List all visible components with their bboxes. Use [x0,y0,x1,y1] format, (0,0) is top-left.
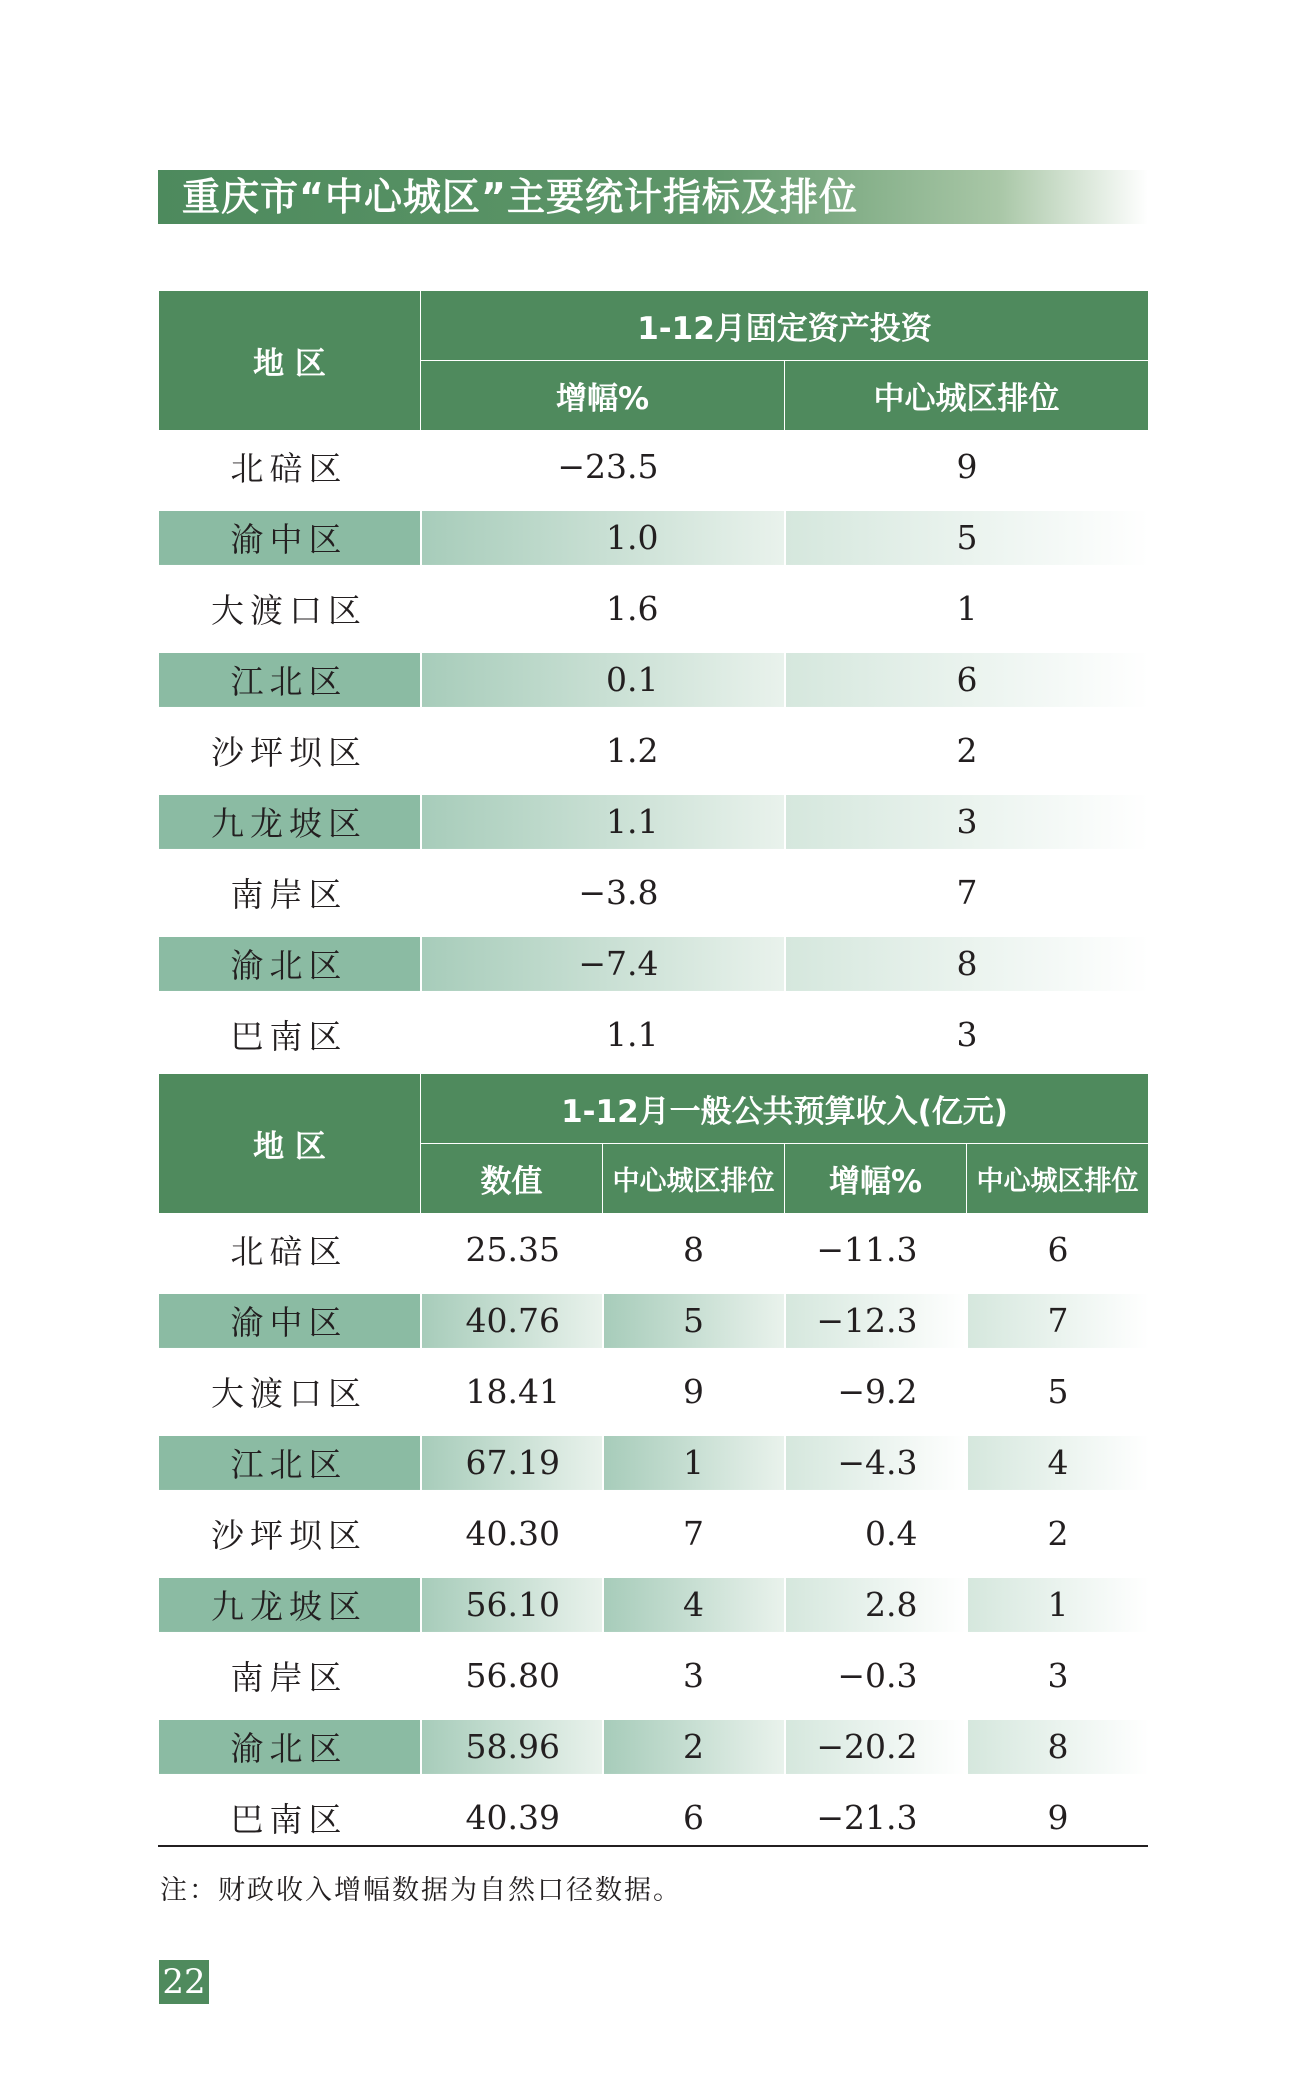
table-row [159,573,1149,644]
table-row [159,431,1149,503]
region-cell: 巴南区 [230,1800,348,1839]
rank-cell: 8 [785,928,1149,999]
value-cell: 56.80 [421,1640,603,1711]
growth-cell: 1.6 [421,573,785,644]
region-cell: 沙坪坝区 [211,733,367,772]
region-cell: 九龙坡区 [159,786,421,857]
region-header: 地 区 [159,1074,421,1214]
table-row [159,644,1149,715]
rank-cell: 3 [785,999,1149,1070]
growth-rank-cell: 2 [967,1498,1149,1569]
value-rank-cell: 5 [603,1285,785,1356]
group-header: 1-12月固定资产投资 [421,291,1149,361]
growth-cell: −21.3 [785,1782,967,1853]
table-row [159,1356,1149,1427]
page-number: 22 [159,1960,209,2004]
growth-rank-cell: 6 [967,1214,1149,1286]
growth-cell: 1.2 [421,715,785,786]
table-row [159,999,1149,1070]
growth-cell: −12.3 [785,1285,967,1356]
value-rank-cell: 1 [603,1427,785,1498]
region-cell: 南岸区 [230,875,348,914]
value-cell: 58.96 [421,1711,603,1782]
growth-cell: 0.1 [421,644,785,715]
growth-cell: −0.3 [785,1640,967,1711]
value-cell: 25.35 [421,1214,603,1286]
table-row [159,928,1149,999]
growth-cell: 2.8 [785,1569,967,1640]
table-row [159,502,1149,573]
table-row [159,1782,1149,1853]
rank-cell: 1 [785,573,1149,644]
value-rank-cell: 7 [603,1498,785,1569]
table-row [159,1569,1149,1640]
growth-rank-cell: 9 [967,1782,1149,1853]
footnote: 注：财政收入增幅数据为自然口径数据。 [160,1875,682,1906]
value-rank-cell: 9 [603,1356,785,1427]
value-rank-header: 中心城区排位 [603,1144,785,1214]
growth-cell: 0.4 [785,1498,967,1569]
growth-cell: 1.1 [421,786,785,857]
value-rank-cell: 4 [603,1569,785,1640]
region-cell: 沙坪坝区 [211,1516,367,1555]
growth-rank-cell: 3 [967,1640,1149,1711]
region-cell: 渝北区 [159,1711,421,1782]
budget-revenue-table [158,1073,1149,1853]
region-cell: 江北区 [159,644,421,715]
growth-cell: −7.4 [421,928,785,999]
rank-cell: 7 [785,857,1149,928]
table-row [159,786,1149,857]
value-cell: 40.39 [421,1782,603,1853]
growth-cell: −9.2 [785,1356,967,1427]
growth-cell: −3.8 [421,857,785,928]
table-row [159,1640,1149,1711]
growth-header: 增幅% [421,361,785,431]
rank-header: 中心城区排位 [785,361,1149,431]
region-cell: 南岸区 [230,1658,348,1697]
value-rank-cell: 3 [603,1640,785,1711]
region-cell: 大渡口区 [211,1374,367,1413]
growth-cell: 1.0 [421,502,785,573]
region-cell: 九龙坡区 [159,1569,421,1640]
region-cell: 渝北区 [159,928,421,999]
growth-rank-cell: 4 [967,1427,1149,1498]
section-title-bar [158,170,1148,224]
value-cell: 67.19 [421,1427,603,1498]
growth-cell: −23.5 [421,431,785,503]
growth-rank-cell: 8 [967,1711,1149,1782]
table-row [159,1498,1149,1569]
growth-cell: −4.3 [785,1427,967,1498]
table-row [159,1285,1149,1356]
value-rank-cell: 8 [603,1214,785,1286]
region-cell: 渝中区 [159,1285,421,1356]
region-cell: 巴南区 [230,1017,348,1056]
region-cell: 渝中区 [159,502,421,573]
group-header: 1-12月一般公共预算收入(亿元) [421,1074,1149,1144]
value-cell: 56.10 [421,1569,603,1640]
table-row [159,715,1149,786]
page-title: 重庆市“中心城区”主要统计指标及排位 [182,175,858,219]
region-cell: 北碚区 [230,449,348,488]
value-cell: 40.30 [421,1498,603,1569]
growth-header: 增幅% [785,1144,967,1214]
rank-cell: 9 [785,431,1149,503]
rank-cell: 5 [785,502,1149,573]
growth-cell: −11.3 [785,1214,967,1286]
table-row [159,1711,1149,1782]
table-row [159,857,1149,928]
value-cell: 40.76 [421,1285,603,1356]
value-rank-cell: 6 [603,1782,785,1853]
region-cell: 江北区 [159,1427,421,1498]
fixed-asset-investment-table [158,290,1149,1070]
growth-cell: 1.1 [421,999,785,1070]
growth-rank-cell: 1 [967,1569,1149,1640]
table-row [159,1214,1149,1286]
table-row [159,1427,1149,1498]
value-rank-cell: 2 [603,1711,785,1782]
value-cell: 18.41 [421,1356,603,1427]
rank-cell: 2 [785,715,1149,786]
growth-rank-cell: 5 [967,1356,1149,1427]
growth-rank-cell: 7 [967,1285,1149,1356]
rank-cell: 3 [785,786,1149,857]
rank-cell: 6 [785,644,1149,715]
growth-rank-header: 中心城区排位 [967,1144,1149,1214]
table-bottom-rule [158,1845,1148,1847]
growth-cell: −20.2 [785,1711,967,1782]
region-cell: 北碚区 [230,1232,348,1271]
region-header: 地 区 [159,291,421,431]
region-cell: 大渡口区 [211,591,367,630]
value-header: 数值 [421,1144,603,1214]
